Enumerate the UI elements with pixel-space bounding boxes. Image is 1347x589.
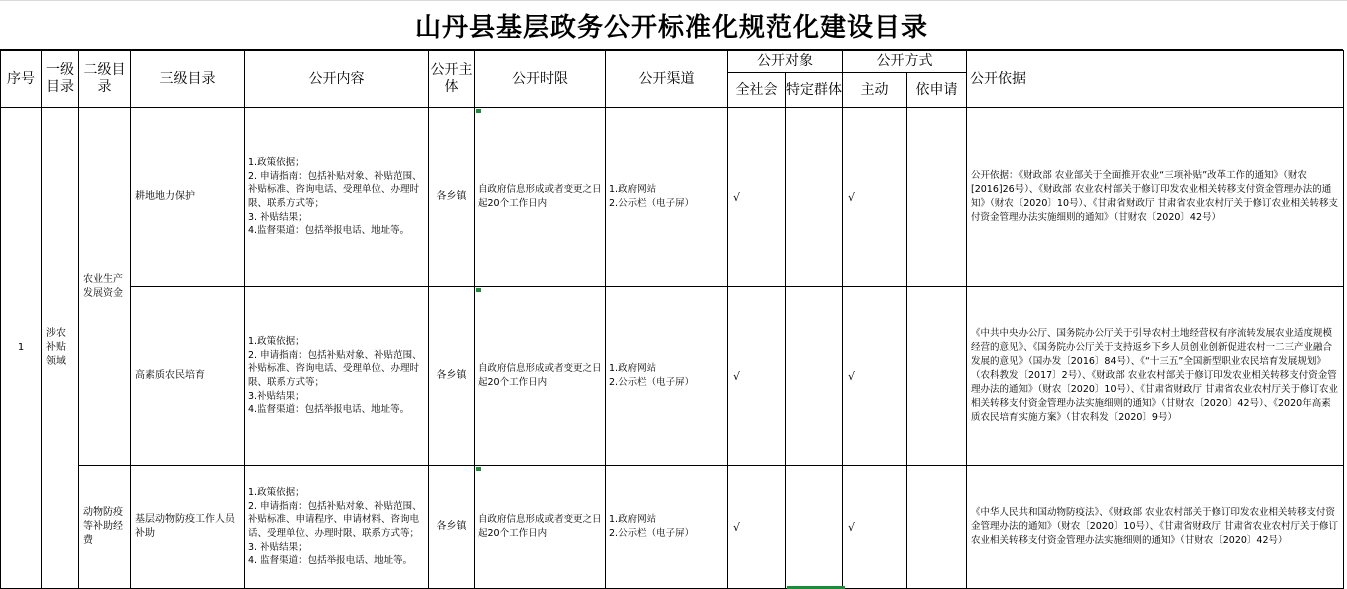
header-level2[interactable]: 二级目录 bbox=[79, 51, 131, 108]
cell-content[interactable]: 1.政策依据； 2. 申请指南：包括补贴对象、补贴范围、补贴标准、咨询电话、受理单位、办理时限、联系方式等； 3. 补贴结果； 4.监督渠道：包括举报电话、地址等。 bbox=[245, 108, 429, 287]
cell-level2[interactable]: 农业生产发展资金 bbox=[79, 108, 131, 466]
cell-basis[interactable]: 公开依据：《财政部 农业部关于全面推开农业“三项补贴”改革工作的通知》（财农[2016]26号）、《财政部 农业农村部关于修订印发农业相关转移支付资金管理办法的通知》（财农〔2020〕10号）、《甘肃省财政厅 甘肃省农业农村厅关于修订农业相关转移支付资金管理办法实施细则的通知》（甘财农〔2020〕42号） bbox=[967, 108, 1344, 287]
cell-method-active[interactable]: √ bbox=[843, 108, 907, 287]
cell-content[interactable]: 1.政策依据； 2. 申请指南：包括补贴对象、补贴范围、补贴标准、咨询电话、受理单位、办理时限、联系方式等； 3.补贴结果； 4.监督渠道：包括举报电话、地址等。 bbox=[245, 287, 429, 466]
cell-target-all[interactable]: √ bbox=[728, 287, 786, 466]
cell-level3[interactable]: 耕地地力保护 bbox=[131, 108, 245, 287]
cell-channel[interactable]: 1.政府网站 2.公示栏（电子屏） bbox=[606, 287, 728, 466]
cell-channel[interactable]: 1.政府网站 2.公示栏（电子屏） bbox=[606, 466, 728, 589]
cell-content[interactable]: 1.政策依据； 2. 申请指南：包括补贴对象、补贴范围、补贴标准、申请程序、申请材料、咨询电话、受理单位、办理时限、联系方式等； 3. 补贴结果； 4. 监督渠道：包括举报电话、地址等。 bbox=[245, 466, 429, 589]
header-method-request[interactable]: 依申请 bbox=[907, 73, 967, 108]
header-level3[interactable]: 三级目录 bbox=[131, 51, 245, 108]
cell-target-specific[interactable] bbox=[786, 287, 843, 466]
cell-level1[interactable]: 涉农补贴领域 bbox=[42, 108, 79, 589]
cell-basis[interactable]: 《中共中央办公厅、国务院办公厅关于引导农村土地经营权有序流转发展农业适度规模经营的意见》、《国务院办公厅关于支持返乡下乡人员创业创新促进农村一二三产业融合发展的意见》（国办发〔2016〕84号）、《“十三五”全国新型职业农民培育发展规划》（农科教发〔2017〕2号）、《财政部 农业农村部关于修订印发农业相关转移支付资金管理办法的通知》（财农〔2020〕10号）、《甘肃省财政厅 甘肃省农业农村厅关于修订农业相关转移支付资金管理办法实施细则的通知》（甘财农〔2020〕42号）、《2020年高素质农民培育实施方案》（甘农科发〔2020〕9号） bbox=[967, 287, 1344, 466]
cell-subject[interactable]: 各乡镇 bbox=[429, 466, 475, 589]
cell-method-request[interactable] bbox=[907, 466, 967, 589]
header-content[interactable]: 公开内容 bbox=[245, 51, 429, 108]
cell-time-limit[interactable]: 自政府信息形成或者变更之日起20个工作日内 bbox=[475, 466, 606, 589]
cell-level2[interactable]: 动物防疫等补助经费 bbox=[79, 466, 131, 589]
header-row-1 bbox=[1, 51, 1344, 73]
header-target-specific[interactable]: 特定群体 bbox=[786, 73, 843, 108]
header-target-all[interactable]: 全社会 bbox=[728, 73, 786, 108]
cell-target-all[interactable]: √ bbox=[728, 108, 786, 287]
cell-indicator-icon bbox=[476, 109, 481, 113]
cell-channel[interactable]: 1.政府网站 2.公示栏（电子屏） bbox=[606, 108, 728, 287]
catalog-title-cell[interactable] bbox=[0, 1, 1343, 50]
cell-indicator-icon bbox=[476, 288, 481, 292]
cell-seq[interactable]: 1 bbox=[1, 108, 42, 589]
cell-level3[interactable]: 高素质农民培育 bbox=[131, 287, 245, 466]
header-method-active[interactable]: 主动 bbox=[843, 73, 907, 108]
table-row bbox=[1, 466, 1344, 589]
cell-time-limit[interactable]: 自政府信息形成或者变更之日起20个工作日内 bbox=[475, 108, 606, 287]
header-target[interactable]: 公开对象 bbox=[728, 51, 843, 73]
cell-time-limit[interactable]: 自政府信息形成或者变更之日起20个工作日内 bbox=[475, 287, 606, 466]
cell-subject[interactable]: 各乡镇 bbox=[429, 108, 475, 287]
header-level1[interactable]: 一级目录 bbox=[42, 51, 79, 108]
header-basis[interactable]: 公开依据 bbox=[967, 51, 1344, 108]
table-row bbox=[1, 287, 1344, 466]
cell-target-specific[interactable] bbox=[786, 108, 843, 287]
cell-indicator-icon bbox=[476, 467, 481, 471]
cell-level3[interactable]: 基层动物防疫工作人员补助 bbox=[131, 466, 245, 589]
cell-method-active[interactable]: √ bbox=[843, 466, 907, 589]
header-seq[interactable]: 序号 bbox=[1, 51, 42, 108]
cell-subject[interactable]: 各乡镇 bbox=[429, 287, 475, 466]
header-subject[interactable]: 公开主体 bbox=[429, 51, 475, 108]
cell-method-request[interactable] bbox=[907, 287, 967, 466]
catalog-title: 山丹县基层政务公开标准化规范化建设目录 bbox=[414, 12, 928, 43]
cell-target-all[interactable]: √ bbox=[728, 466, 786, 589]
header-time-limit[interactable]: 公开时限 bbox=[475, 51, 606, 108]
header-method[interactable]: 公开方式 bbox=[843, 51, 967, 73]
cell-basis[interactable]: 《中华人民共和国动物防疫法》、《财政部 农业农村部关于修订印发农业相关转移支付资金管理办法的通知》（财农〔2020〕10号）、《甘肃省财政厅 甘肃省农业农村厅关于修订农业相关转移支付资金管理办法实施细则的通知》（甘财农〔2020〕42号） bbox=[967, 466, 1344, 589]
cell-method-request[interactable] bbox=[907, 108, 967, 287]
cell-method-active[interactable]: √ bbox=[843, 287, 907, 466]
cell-target-specific[interactable] bbox=[786, 466, 843, 589]
table-row bbox=[1, 108, 1344, 287]
catalog-table bbox=[0, 50, 1344, 589]
header-channel[interactable]: 公开渠道 bbox=[606, 51, 728, 108]
